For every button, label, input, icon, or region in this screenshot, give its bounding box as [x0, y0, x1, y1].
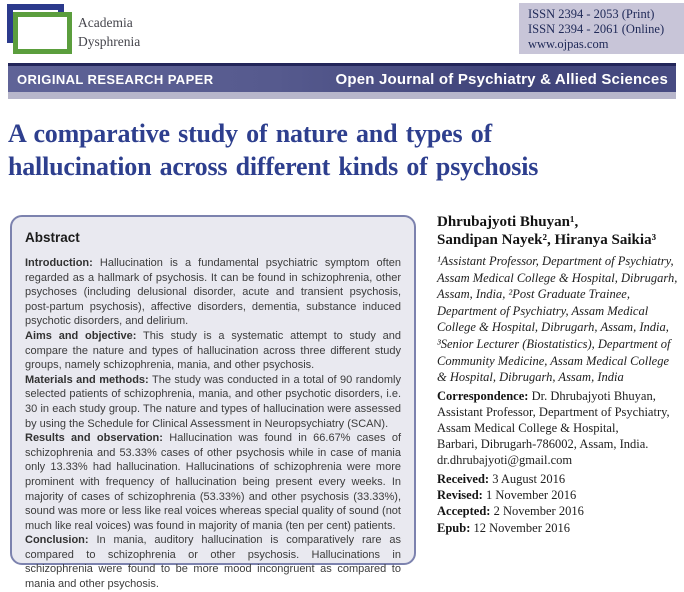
abstract-conclusion: Conclusion: In mania, auditory hallucination is comparatively rare as compared to schizophrenia or other psychosis. Hallucinations in schizophrenia were found to be more mood incongruent as compared to mania and other psychosis. — [25, 534, 401, 591]
correspondence-email: dr.dhrubajyoti@gmail.com — [437, 453, 573, 467]
correspondence-line2: Assistant Professor, Department of Psychiatry, — [437, 405, 670, 419]
publisher-name-line2: Dysphrenia — [78, 34, 141, 49]
abstract-aims: Aims and objective: This study is a systematic attempt to study and compare the nature and types of hallucination across three different study groups, namely schizophrenia, mania, and other psychosis. — [25, 329, 401, 372]
publisher-name-line1: Academia — [78, 15, 133, 30]
correspondence-line1: Correspondence: Dr. Dhrubajyoti Bhuyan, — [437, 389, 656, 403]
journal-banner — [8, 63, 676, 92]
abstract-box — [10, 215, 416, 591]
journal-name: Open Journal of Psychiatry & Allied Sciences — [335, 70, 668, 88]
abstract-heading: Abstract — [25, 230, 80, 245]
author-affiliations: ¹Assistant Professor, Department of Psychiatry, Assam Medical College & Hospital, Dibrugarh, Assam, India, ²Post Graduate Trainee, Department of Psychiatry, Assam Medical College & Hospital, Dibrugarh, Assam, India, ³Senior Lecturer (Biostatistics), Department of Community Medicine, Assam Medical College & Hospital, Dibrugarh, Assam, India — [437, 254, 678, 385]
article-type-label: ORIGINAL RESEARCH PAPER — [17, 71, 214, 87]
paper-title — [8, 117, 680, 183]
correspondence-line3: Assam Medical College & Hospital, — [437, 421, 619, 435]
banner-strip — [8, 92, 676, 99]
abstract-materials-methods: Materials and methods: The study was conducted in a total of 90 randomly selected patients of schizophrenia, mania, and other psychotic disorders, i.e. 30 in each study group. The nature and types of hallucination were assessed by using the Schedule for Clinical Assessment in Neuropsychiatry (SCAN). — [25, 373, 402, 430]
author-line1: Dhrubajyoti Bhuyan¹, — [437, 214, 579, 230]
journal-website: www.ojpas.com — [528, 37, 609, 51]
publisher-logo-green-frame-icon — [13, 12, 72, 54]
abstract-results: Results and observation: Hallucination was found in 66.67% cases of schizophrenia and 53.33% cases of other psychosis while in case of mania only 13.33% had hallucination. Hallucinations of schizophrenia were more prominent with frequency of hallucination being present every weeks. In majority of cases of schizophrenia (53.33%) and other psychosis (33.33%), sound was more or less like real voices whereas special quality of sound (not much like real voices) was found in majority of mania (ten per cent) patients. — [25, 432, 402, 532]
paper-title-line2: hallucination across different kinds of psychosis — [8, 152, 539, 181]
paper-title-line1: A comparative study of nature and types of — [8, 119, 492, 148]
issn-print: ISSN 2394 - 2053 (Print) — [528, 7, 655, 21]
correspondence-block — [437, 388, 678, 468]
date-epub: Epub: 12 November 2016 — [437, 520, 570, 535]
correspondence-line4: Barbari, Dibrugarh-786002, Assam, India. — [437, 437, 649, 451]
issn-box — [519, 3, 684, 54]
publisher-name — [78, 13, 140, 51]
abstract-introduction: Introduction: Hallucination is a fundamental psychiatric symptom often regarded as a hallmark of psychosis. It can be found in schizophrenia, other psychoses (including delusional disorder, acute and transient psychosis, post-partum psychosis), affective disorders, dementia, substance induced psychotic disorders, and delirium. — [25, 257, 401, 328]
date-accepted: Accepted: 2 November 2016 — [437, 504, 584, 519]
date-received: Received: 3 August 2016 — [437, 472, 566, 486]
author-line2: Sandipan Nayek², Hiranya Saikia³ — [437, 231, 657, 248]
author-names — [437, 214, 678, 249]
date-revised: Revised: 1 November 2016 — [437, 488, 577, 503]
issn-online: ISSN 2394 - 2061 (Online) — [528, 22, 665, 36]
article-dates — [437, 471, 678, 536]
